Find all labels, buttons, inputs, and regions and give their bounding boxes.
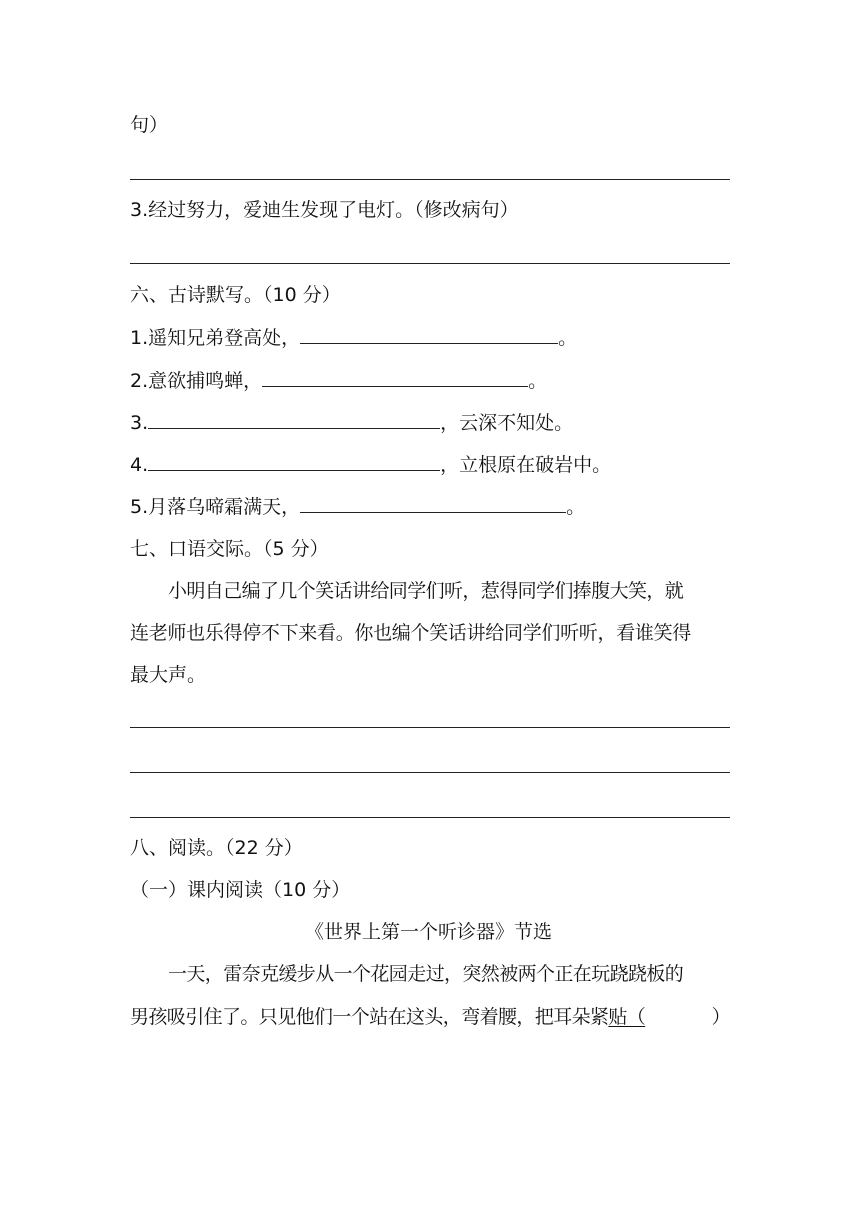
passage-title: 《世界上第一个听诊器》节选	[305, 921, 553, 943]
poem-item-4	[130, 452, 611, 478]
answer-line	[130, 772, 730, 773]
underlined-word: 贴（	[608, 1006, 646, 1028]
answer-blank-close: ）	[711, 1006, 730, 1028]
poem-item-text: 2.意欲捕鸣蝉，	[130, 370, 263, 392]
answer-line	[130, 817, 730, 818]
section-7-prompt-line-1: 小明自己编了几个笑话讲给同学们听，惹得同学们捧腹大笑，就	[168, 580, 684, 602]
passage-line-1: 一天，雷奈克缓步从一个花园走过，突然被两个正在玩跷跷板的	[168, 963, 684, 985]
passage-line-2	[130, 1004, 730, 1030]
answer-line	[130, 263, 730, 264]
section-7-title: 七、口语交际。（5 分）	[130, 538, 329, 560]
poem-item-end: 。	[558, 327, 578, 349]
poem-item-text: 5.月落乌啼霜满天，	[130, 496, 301, 518]
fill-blank[interactable]	[300, 494, 566, 513]
answer-line	[130, 179, 730, 180]
section-8-title: 八、阅读。（22 分）	[130, 837, 303, 859]
top-fragment: 句）	[130, 114, 169, 136]
section-7-prompt-line-3: 最大声。	[130, 664, 207, 686]
question-modify-sentence: 3.经过努力，爱迪生发现了电灯。（修改病句）	[130, 199, 519, 221]
poem-item-text: 3.	[130, 412, 149, 434]
poem-item-text: 1.遥知兄弟登高处，	[130, 327, 301, 349]
fill-blank[interactable]	[148, 410, 440, 429]
poem-item-text: 4.	[130, 454, 149, 476]
fill-blank[interactable]	[262, 368, 528, 387]
poem-item-1	[130, 325, 577, 351]
poem-item-2	[130, 368, 547, 394]
fill-blank[interactable]	[148, 452, 440, 471]
poem-item-end: 。	[566, 496, 586, 518]
answer-line	[130, 727, 730, 728]
poem-item-3	[130, 410, 573, 436]
poem-item-end: 。	[528, 370, 548, 392]
section-6-title: 六、古诗默写。（10 分）	[130, 284, 341, 306]
section-7-prompt-line-2: 连老师也乐得停不下来看。你也编个笑话讲给同学们听听，看谁笑得	[130, 622, 692, 644]
section-8-subtitle: （一）课内阅读（10 分）	[130, 879, 351, 901]
passage-text: 男孩吸引住了。只见他们一个站在这头，弯着腰，把耳朵紧	[130, 1006, 609, 1028]
poem-item-5	[130, 494, 585, 520]
fill-blank[interactable]	[300, 325, 558, 344]
poem-item-end: ，立根原在破岩中。	[440, 454, 612, 476]
poem-item-end: ，云深不知处。	[440, 412, 574, 434]
